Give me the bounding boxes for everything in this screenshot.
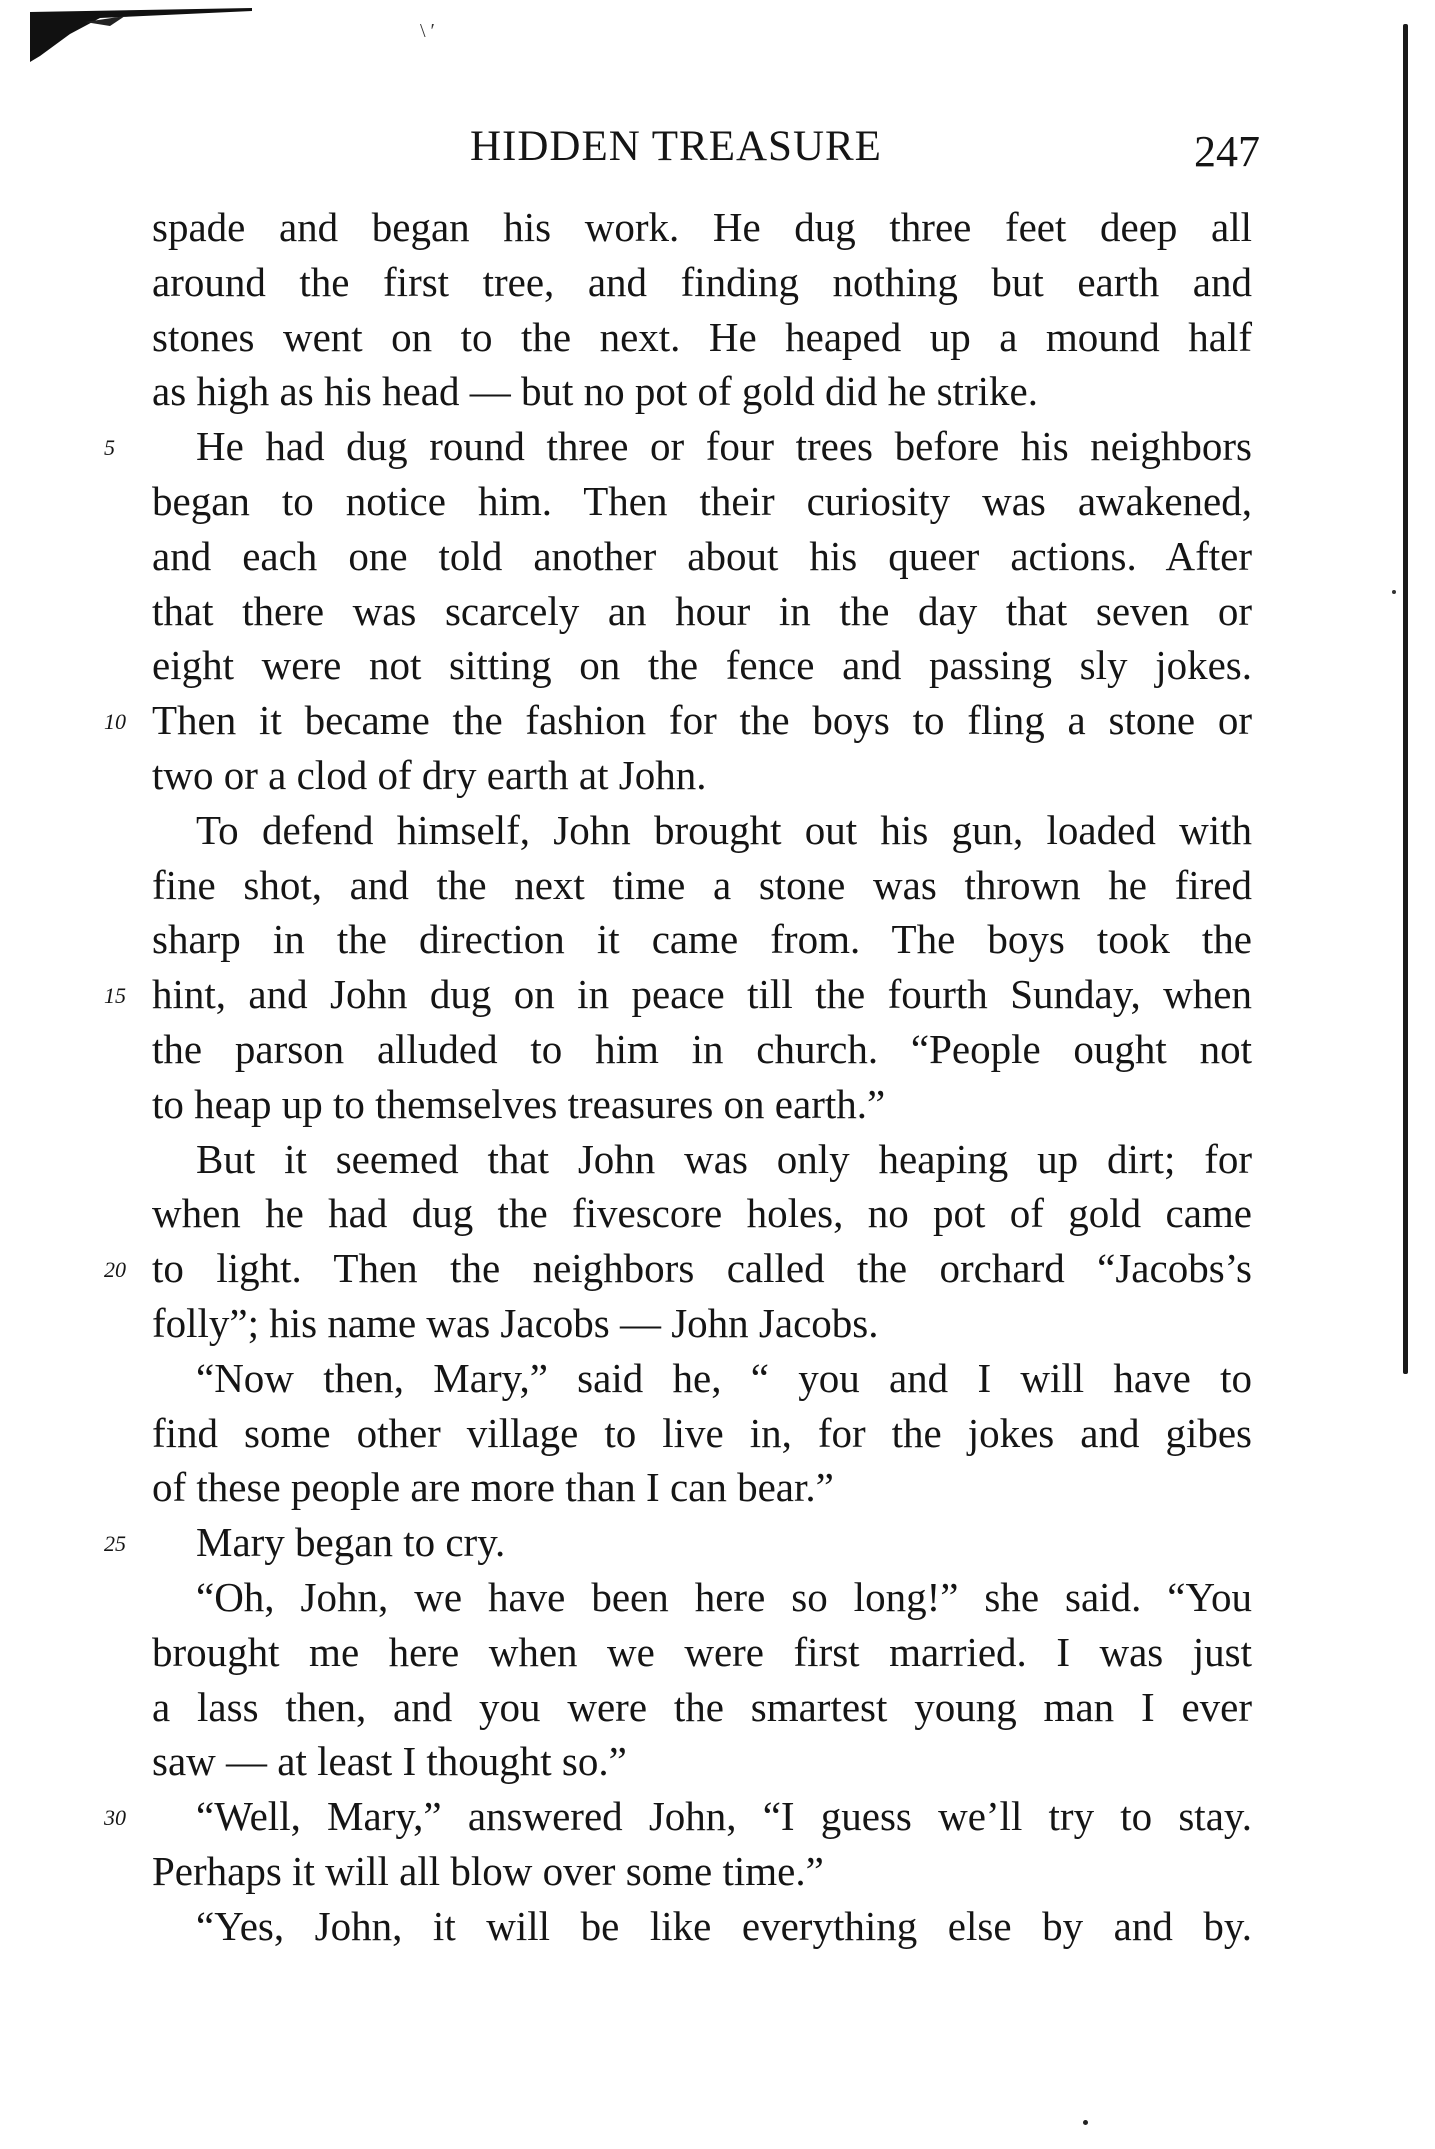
line-text: when he had dug the fivescore holes, no pot of gold came bbox=[152, 1190, 1252, 1237]
line-text: sharp in the direction it came from. The boys took the bbox=[152, 916, 1252, 963]
line-number: 20 bbox=[104, 1257, 126, 1283]
text-line bbox=[152, 1351, 1252, 1406]
text-line bbox=[152, 474, 1252, 529]
line-number: 30 bbox=[104, 1805, 126, 1831]
text-line bbox=[152, 912, 1252, 967]
text-line bbox=[152, 1296, 1252, 1351]
text-line bbox=[104, 419, 1252, 474]
line-text: But it seemed that John was only heaping up dirt; for bbox=[196, 1135, 1252, 1182]
text-line bbox=[152, 584, 1252, 639]
line-text: the parson alluded to him in church. “People ought not bbox=[152, 1025, 1252, 1072]
running-head bbox=[150, 122, 1260, 176]
line-text: fine shot, and the next time a stone was thrown he fired bbox=[152, 861, 1252, 908]
line-text: “Yes, John, it will be like everything else by and by. bbox=[196, 1902, 1252, 1949]
line-number: 5 bbox=[104, 435, 115, 461]
line-text: He had dug round three or four trees before his neighbors bbox=[196, 423, 1252, 470]
line-text: hint, and John dug on in peace till the fourth Sunday, when bbox=[152, 971, 1252, 1018]
text-line bbox=[152, 638, 1252, 693]
text-line bbox=[152, 529, 1252, 584]
text-line bbox=[152, 1625, 1252, 1680]
line-text: around the first tree, and finding nothing but earth and bbox=[152, 258, 1252, 305]
stray-mark: \ ′ bbox=[420, 20, 435, 42]
running-title: HIDDEN TREASURE bbox=[470, 123, 882, 170]
line-text: Mary began to cry. bbox=[196, 1519, 506, 1566]
line-text: folly”; his name was Jacobs — John Jacobs. bbox=[152, 1299, 879, 1346]
text-line bbox=[152, 255, 1252, 310]
line-number: 10 bbox=[104, 709, 126, 735]
text-line bbox=[104, 1241, 1252, 1296]
text-line bbox=[152, 1570, 1252, 1625]
line-text: a lass then, and you were the smartest young man I ever bbox=[152, 1683, 1252, 1730]
text-line bbox=[152, 1077, 1252, 1132]
text-line bbox=[152, 1899, 1252, 1954]
text-line bbox=[152, 1460, 1252, 1515]
page-edge-speck bbox=[1392, 590, 1396, 594]
text-line bbox=[152, 1132, 1252, 1187]
text-line bbox=[152, 364, 1252, 419]
text-line bbox=[104, 967, 1252, 1022]
line-text: two or a clod of dry earth at John. bbox=[152, 751, 707, 798]
line-text: brought me here when we were first married. I was just bbox=[152, 1628, 1252, 1675]
line-text: “Well, Mary,” answered John, “I guess we’ll try to stay. bbox=[196, 1793, 1252, 1840]
text-line bbox=[152, 1844, 1252, 1899]
line-text: to light. Then the neighbors called the orchard “Jacobs’s bbox=[152, 1245, 1252, 1292]
text-line bbox=[152, 310, 1252, 365]
line-text: To defend himself, John brought out his gun, loaded with bbox=[196, 806, 1252, 853]
text-line bbox=[152, 858, 1252, 913]
text-line bbox=[152, 748, 1252, 803]
line-text: as high as his head — but no pot of gold did he strike. bbox=[152, 368, 1038, 415]
line-text: Then it became the fashion for the boys to fling a stone or bbox=[152, 697, 1252, 744]
text-line bbox=[152, 200, 1252, 255]
printer-corner-mark bbox=[30, 4, 280, 74]
line-text: find some other village to live in, for the jokes and gibes bbox=[152, 1409, 1252, 1456]
text-line bbox=[152, 803, 1252, 858]
line-text: and each one told another about his queer actions. After bbox=[152, 532, 1252, 579]
text-line bbox=[152, 1680, 1252, 1735]
line-text: to heap up to themselves treasures on earth.” bbox=[152, 1080, 886, 1127]
text-line bbox=[152, 1406, 1252, 1461]
text-line bbox=[152, 1186, 1252, 1241]
line-text: stones went on to the next. He heaped up a mound half bbox=[152, 313, 1252, 360]
line-number: 25 bbox=[104, 1531, 126, 1557]
line-text: “Oh, John, we have been here so long!” she said. “You bbox=[196, 1573, 1252, 1620]
line-text: that there was scarcely an hour in the day that seven or bbox=[152, 587, 1252, 634]
page-speck bbox=[1083, 2120, 1088, 2125]
line-text: spade and began his work. He dug three feet deep all bbox=[152, 204, 1252, 250]
text-line bbox=[104, 1789, 1252, 1844]
line-text: began to notice him. Then their curiosity was awakened, bbox=[152, 477, 1252, 524]
text-line bbox=[104, 693, 1252, 748]
page-edge-rule bbox=[1403, 24, 1408, 1374]
line-number: 15 bbox=[104, 983, 126, 1009]
text-line bbox=[152, 1022, 1252, 1077]
line-text: “Now then, Mary,” said he, “ you and I will have to bbox=[196, 1354, 1252, 1401]
line-text: Perhaps it will all blow over some time.” bbox=[152, 1847, 824, 1894]
line-text: eight were not sitting on the fence and passing sly jokes. bbox=[152, 642, 1252, 689]
body-text bbox=[104, 200, 1252, 1954]
text-line bbox=[104, 1515, 1252, 1570]
page-number: 247 bbox=[1194, 127, 1260, 176]
line-text: of these people are more than I can bear.” bbox=[152, 1464, 834, 1511]
text-line bbox=[152, 1734, 1252, 1789]
line-text: saw — at least I thought so.” bbox=[152, 1738, 627, 1785]
